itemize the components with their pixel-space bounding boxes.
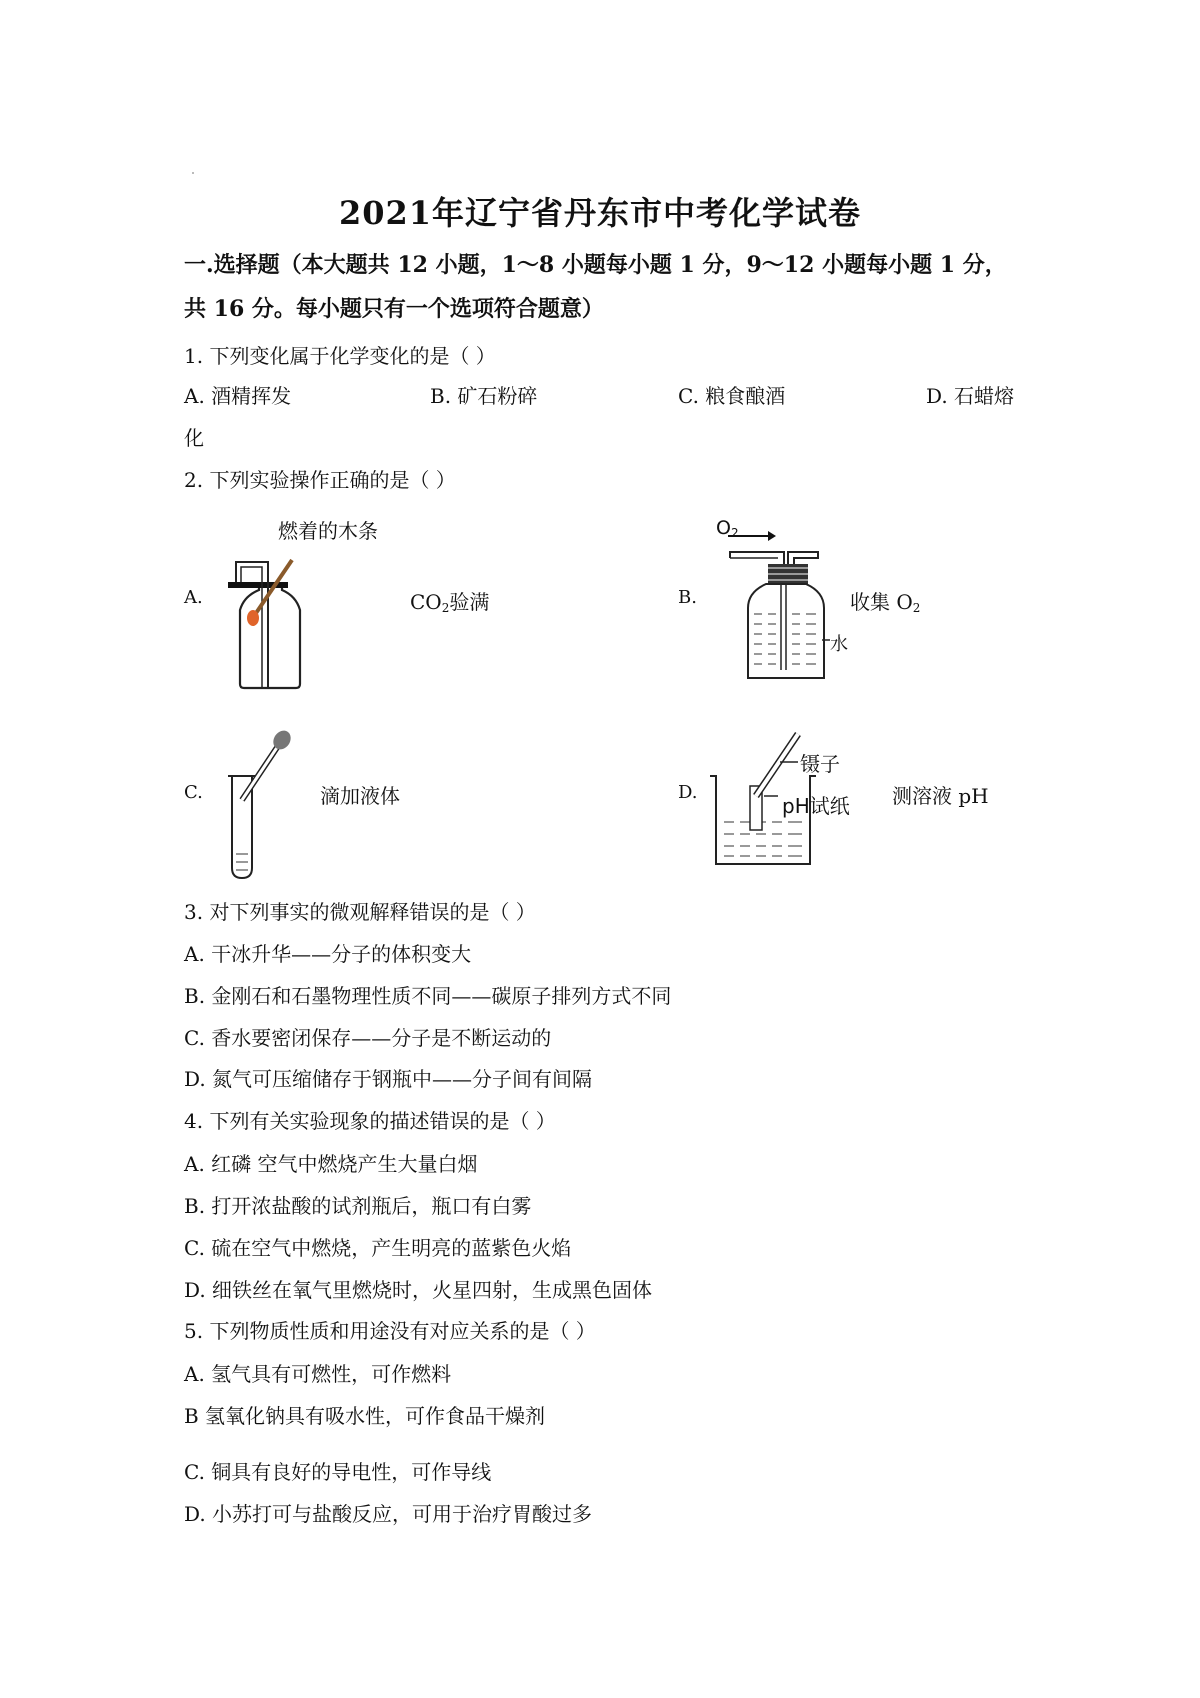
q2-d-figure-tweezers: 镊子: [800, 752, 840, 776]
q4-stem: 4. 下列有关实验现象的描述错误的是（ ）: [184, 1109, 556, 1133]
q5-option-c: C. 铜具有良好的导电性，可作导线: [184, 1460, 492, 1484]
q3-option-c: C. 香水要密闭保存——分子是不断运动的: [184, 1026, 552, 1050]
q5-stem: 5. 下列物质性质和用途没有对应关系的是（ ）: [184, 1319, 596, 1343]
q2-d-caption: 测溶液 pH: [892, 784, 989, 808]
q1-option-d-continued: 化: [184, 426, 204, 450]
q2-c-caption: 滴加液体: [320, 784, 400, 808]
page-title: 2021年辽宁省丹东市中考化学试卷: [338, 194, 862, 232]
q5-option-a: A. 氢气具有可燃性，可作燃料: [184, 1362, 452, 1386]
q5-option-d: D. 小苏打可与盐酸反应，可用于治疗胃酸过多: [184, 1502, 593, 1526]
q1-option-d: D. 石蜡熔: [926, 384, 1015, 408]
q4-option-b: B. 打开浓盐酸的试剂瓶后，瓶口有白雾: [184, 1194, 532, 1218]
q3-option-a: A. 干冰升华——分子的体积变大: [184, 942, 472, 966]
dropper-test-tube-figure: [220, 720, 300, 880]
q2-option-a-letter: A.: [184, 587, 203, 608]
q2-a-caption: $CO_2$验满: [410, 590, 490, 615]
q2-d-figure-ph-paper: pH试纸: [782, 794, 850, 818]
q2-b-figure-water: 水: [830, 634, 848, 655]
q3-option-b: B. 金刚石和石墨物理性质不同——碳原子排列方式不同: [184, 984, 672, 1008]
gas-collection-bottle-figure: [726, 528, 866, 688]
q4-option-a: A. 红磷 空气中燃烧产生大量白烟: [184, 1152, 478, 1176]
q2-option-d-letter: D.: [678, 782, 698, 803]
q4-option-c: C. 硫在空气中燃烧，产生明亮的蓝紫色火焰: [184, 1236, 572, 1260]
q3-option-d: D. 氮气可压缩储存于钢瓶中——分子间有间隔: [184, 1067, 593, 1091]
q5-option-b: B 氢氧化钠具有吸水性，可作食品干燥剂: [184, 1404, 546, 1428]
q1-option-b: B. 矿石粉碎: [430, 384, 538, 408]
q2-option-b-letter: B.: [678, 587, 697, 608]
q2-option-c-letter: C.: [184, 782, 203, 803]
q1-stem: 1. 下列变化属于化学变化的是（ ）: [184, 344, 496, 368]
co2-bottle-figure: [224, 552, 324, 692]
q1-option-a: A. 酒精挥发: [184, 384, 292, 408]
q2-b-caption: 收集 $O_2$: [850, 590, 921, 615]
q2-stem: 2. 下列实验操作正确的是（ ）: [184, 468, 456, 492]
page-speck: [192, 172, 194, 174]
section-heading-line2: 共 16 分。每小题只有一个选项符合题意）: [184, 296, 604, 322]
q2-a-figure-label: 燃着的木条: [278, 519, 378, 543]
q4-option-d: D. 细铁丝在氧气里燃烧时，火星四射，生成黑色固体: [184, 1278, 653, 1302]
q1-option-c: C. 粮食酿酒: [678, 384, 786, 408]
q2-b-figure-o2: $O_2$: [716, 517, 739, 540]
q3-stem: 3. 对下列事实的微观解释错误的是（ ）: [184, 900, 536, 924]
section-heading-line1: 一.选择题（本大题共 12 小题，1～8 小题每小题 1 分，9～12 小题每小题 1 分，: [184, 252, 1007, 278]
